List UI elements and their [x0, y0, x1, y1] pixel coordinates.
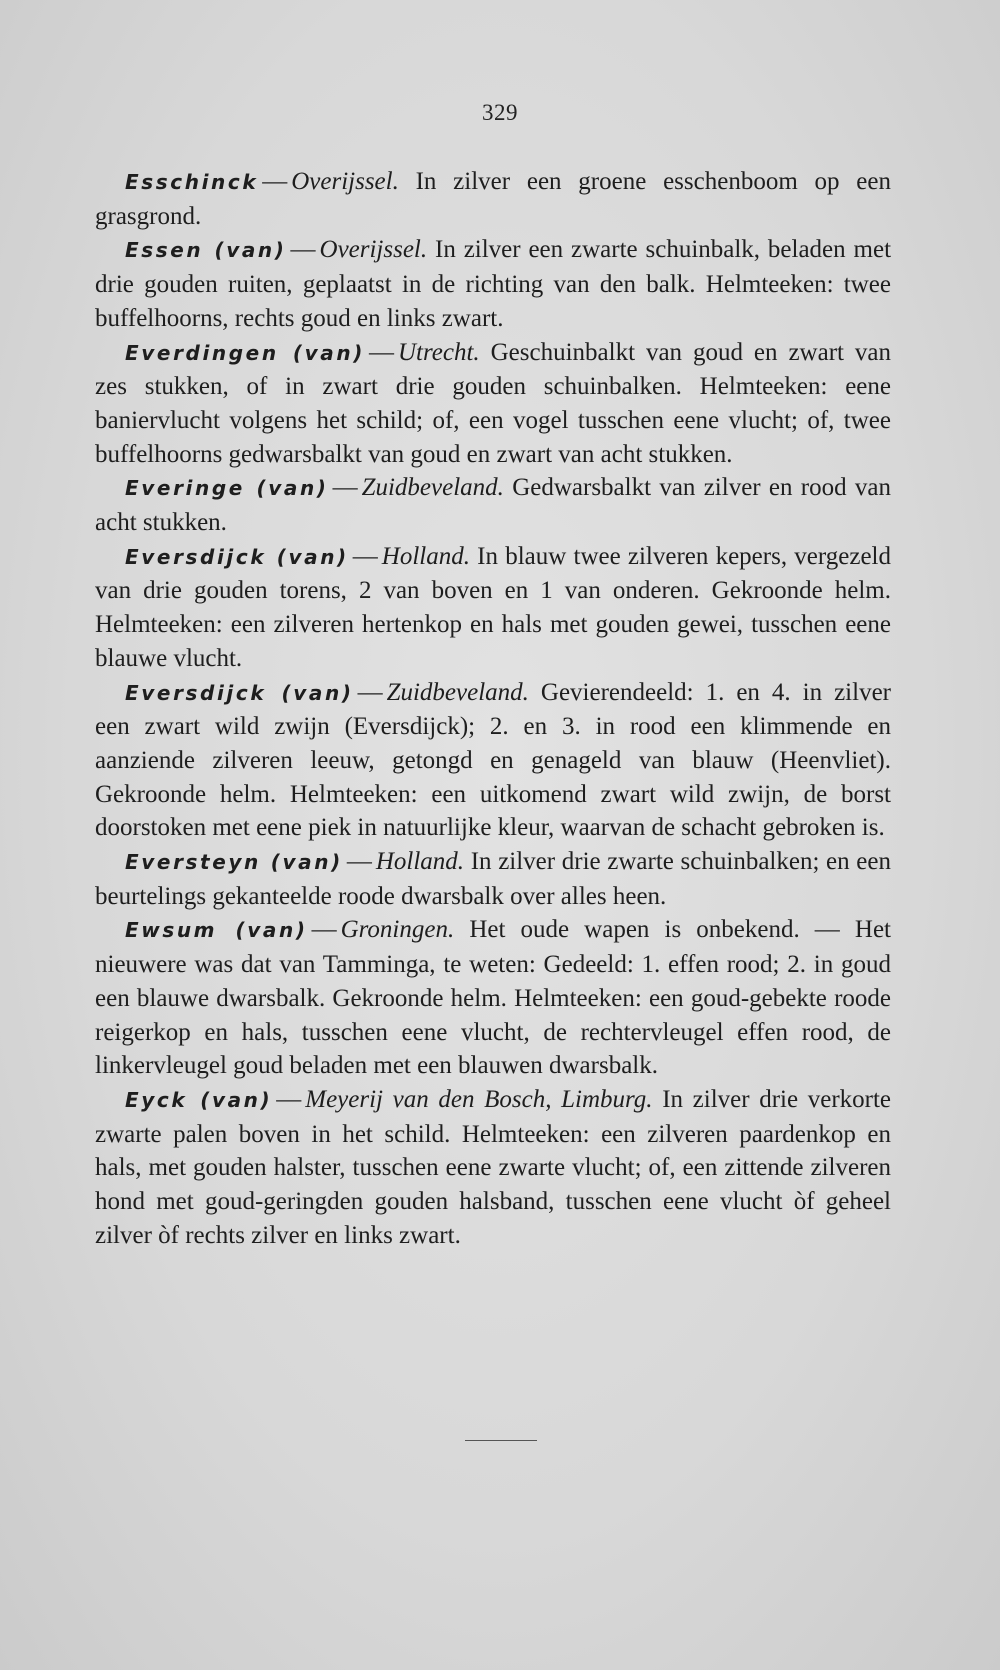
- entry-region: Zuidbeveland.: [361, 474, 504, 502]
- entry-text: In blauw twee zilveren kepers, vergezeld van drie gouden torens, 2 van boven en 1 van onderen. Gekroonde helm. Helmteeken: een zilveren hertenkop en hals met gouden gewei, tusschen eene blauwe vlucht.: [95, 542, 891, 672]
- entry-ewsum: [95, 913, 891, 1083]
- entry-name: Eversteyn (van): [125, 850, 343, 875]
- entry-text: Gedwarsbalkt van zilver en rood van acht stukken.: [95, 474, 891, 537]
- entry-name: Eyck (van): [125, 1087, 273, 1112]
- entry-text: In zilver een groene esschenboom op een grasgrond.: [95, 168, 891, 230]
- entry-region: Zuidbeveland.: [386, 678, 529, 706]
- entry-everinge: [95, 471, 891, 539]
- entry-name: Everdingen (van): [125, 340, 365, 365]
- entry-text: In zilver een zwarte schuinbalk, beladen met drie gouden ruiten, geplaatst in de richting van den balk. Helmteeken: twee buffelhoorns, rechts goud en links zwart.: [95, 236, 892, 332]
- entry-dash: —: [368, 338, 394, 366]
- entry-name: Everinge (van): [125, 476, 329, 501]
- end-rule: [465, 1440, 537, 1441]
- entry-dash: —: [262, 168, 288, 195]
- entry-dash: —: [290, 236, 316, 264]
- entry-dash: —: [311, 916, 337, 944]
- entry-region: Holland.: [375, 848, 465, 876]
- entry-eversdijck-zuidbeveland: [95, 676, 891, 846]
- entry-essen: [95, 233, 891, 335]
- entry-text: Gevierendeeld: 1. en 4. in zilver een zwart wild zwijn (Eversdijck); 2. en 3. in rood een klimmende en aanziende zilveren leeuw, getongd en genageld van blauw (Heenvliet). Gekroonde helm. Helmteeken: een uitkomend zwart wild zwijn, de borst doorstoken met eene piek in natuurlijke kleur, waarvan de schacht gebroken is.: [95, 678, 891, 842]
- entry-name: Eversdijck (van): [125, 680, 354, 705]
- entry-name: Esschinck: [125, 170, 259, 194]
- entry-eyck: [95, 1083, 891, 1253]
- entry-text: In zilver drie verkorte zwarte palen boven in het schild. Helmteeken: een zilveren paardenkop en hals, met gouden halster, tusschen eene zwarte vlucht; of, een zittende zilveren hond met goud-geringden gouden halsband, tusschen eene vlucht òf geheel zilver òf rechts zilver en links zwart.: [95, 1085, 892, 1249]
- entry-region: Holland.: [381, 542, 470, 570]
- entry-region: Meyerij van den Bosch, Limburg.: [305, 1085, 653, 1113]
- entry-region: Overijssel.: [319, 236, 428, 264]
- entry-dash: —: [276, 1085, 302, 1113]
- entry-text: Geschuinbalkt van goud en zwart van zes stukken, of in zwart drie gouden schuinbalken. Helmteeken: eene baniervlucht volgens het schild; of, een vogel tusschen eene vlucht; of, twee buffelhoorns gedwarsbalkt van goud en zwart van acht stukken.: [95, 338, 891, 468]
- entry-region: Utrecht.: [397, 338, 480, 366]
- entry-eversteyn: [95, 845, 891, 913]
- entry-dash: —: [352, 542, 378, 570]
- entry-everdingen: [95, 336, 891, 472]
- entry-region: Groningen.: [340, 916, 455, 944]
- entries-text: [95, 165, 891, 1253]
- entry-name: Eversdijck (van): [125, 544, 349, 569]
- entry-region: Overijssel.: [291, 168, 399, 195]
- page-number: 329: [482, 100, 518, 125]
- entry-dash: —: [332, 474, 358, 502]
- entry-esschinck: [95, 165, 891, 233]
- entry-name: Ewsum (van): [125, 918, 308, 943]
- entry-name: Essen (van): [125, 238, 287, 263]
- entry-text: Het oude wapen is onbekend. — Het nieuwere was dat van Tamminga, te weten: Gedeeld: 1. effen rood; 2. in goud een blauwe dwarsbalk. Gekroonde helm. Helmteeken: een goud-gebekte roode reigerkop en hals, tusschen eene vlucht, de rechtervleugel effen rood, de linkervleugel goud beladen met een blauwen dwarsbalk.: [95, 916, 891, 1080]
- entry-eversdijck-holland: [95, 540, 891, 676]
- entry-text: In zilver drie zwarte schuinbalken; en een beurtelings gekanteelde roode dwarsbalk over alles heen.: [95, 848, 892, 910]
- entry-dash: —: [346, 848, 372, 876]
- entry-dash: —: [357, 678, 383, 706]
